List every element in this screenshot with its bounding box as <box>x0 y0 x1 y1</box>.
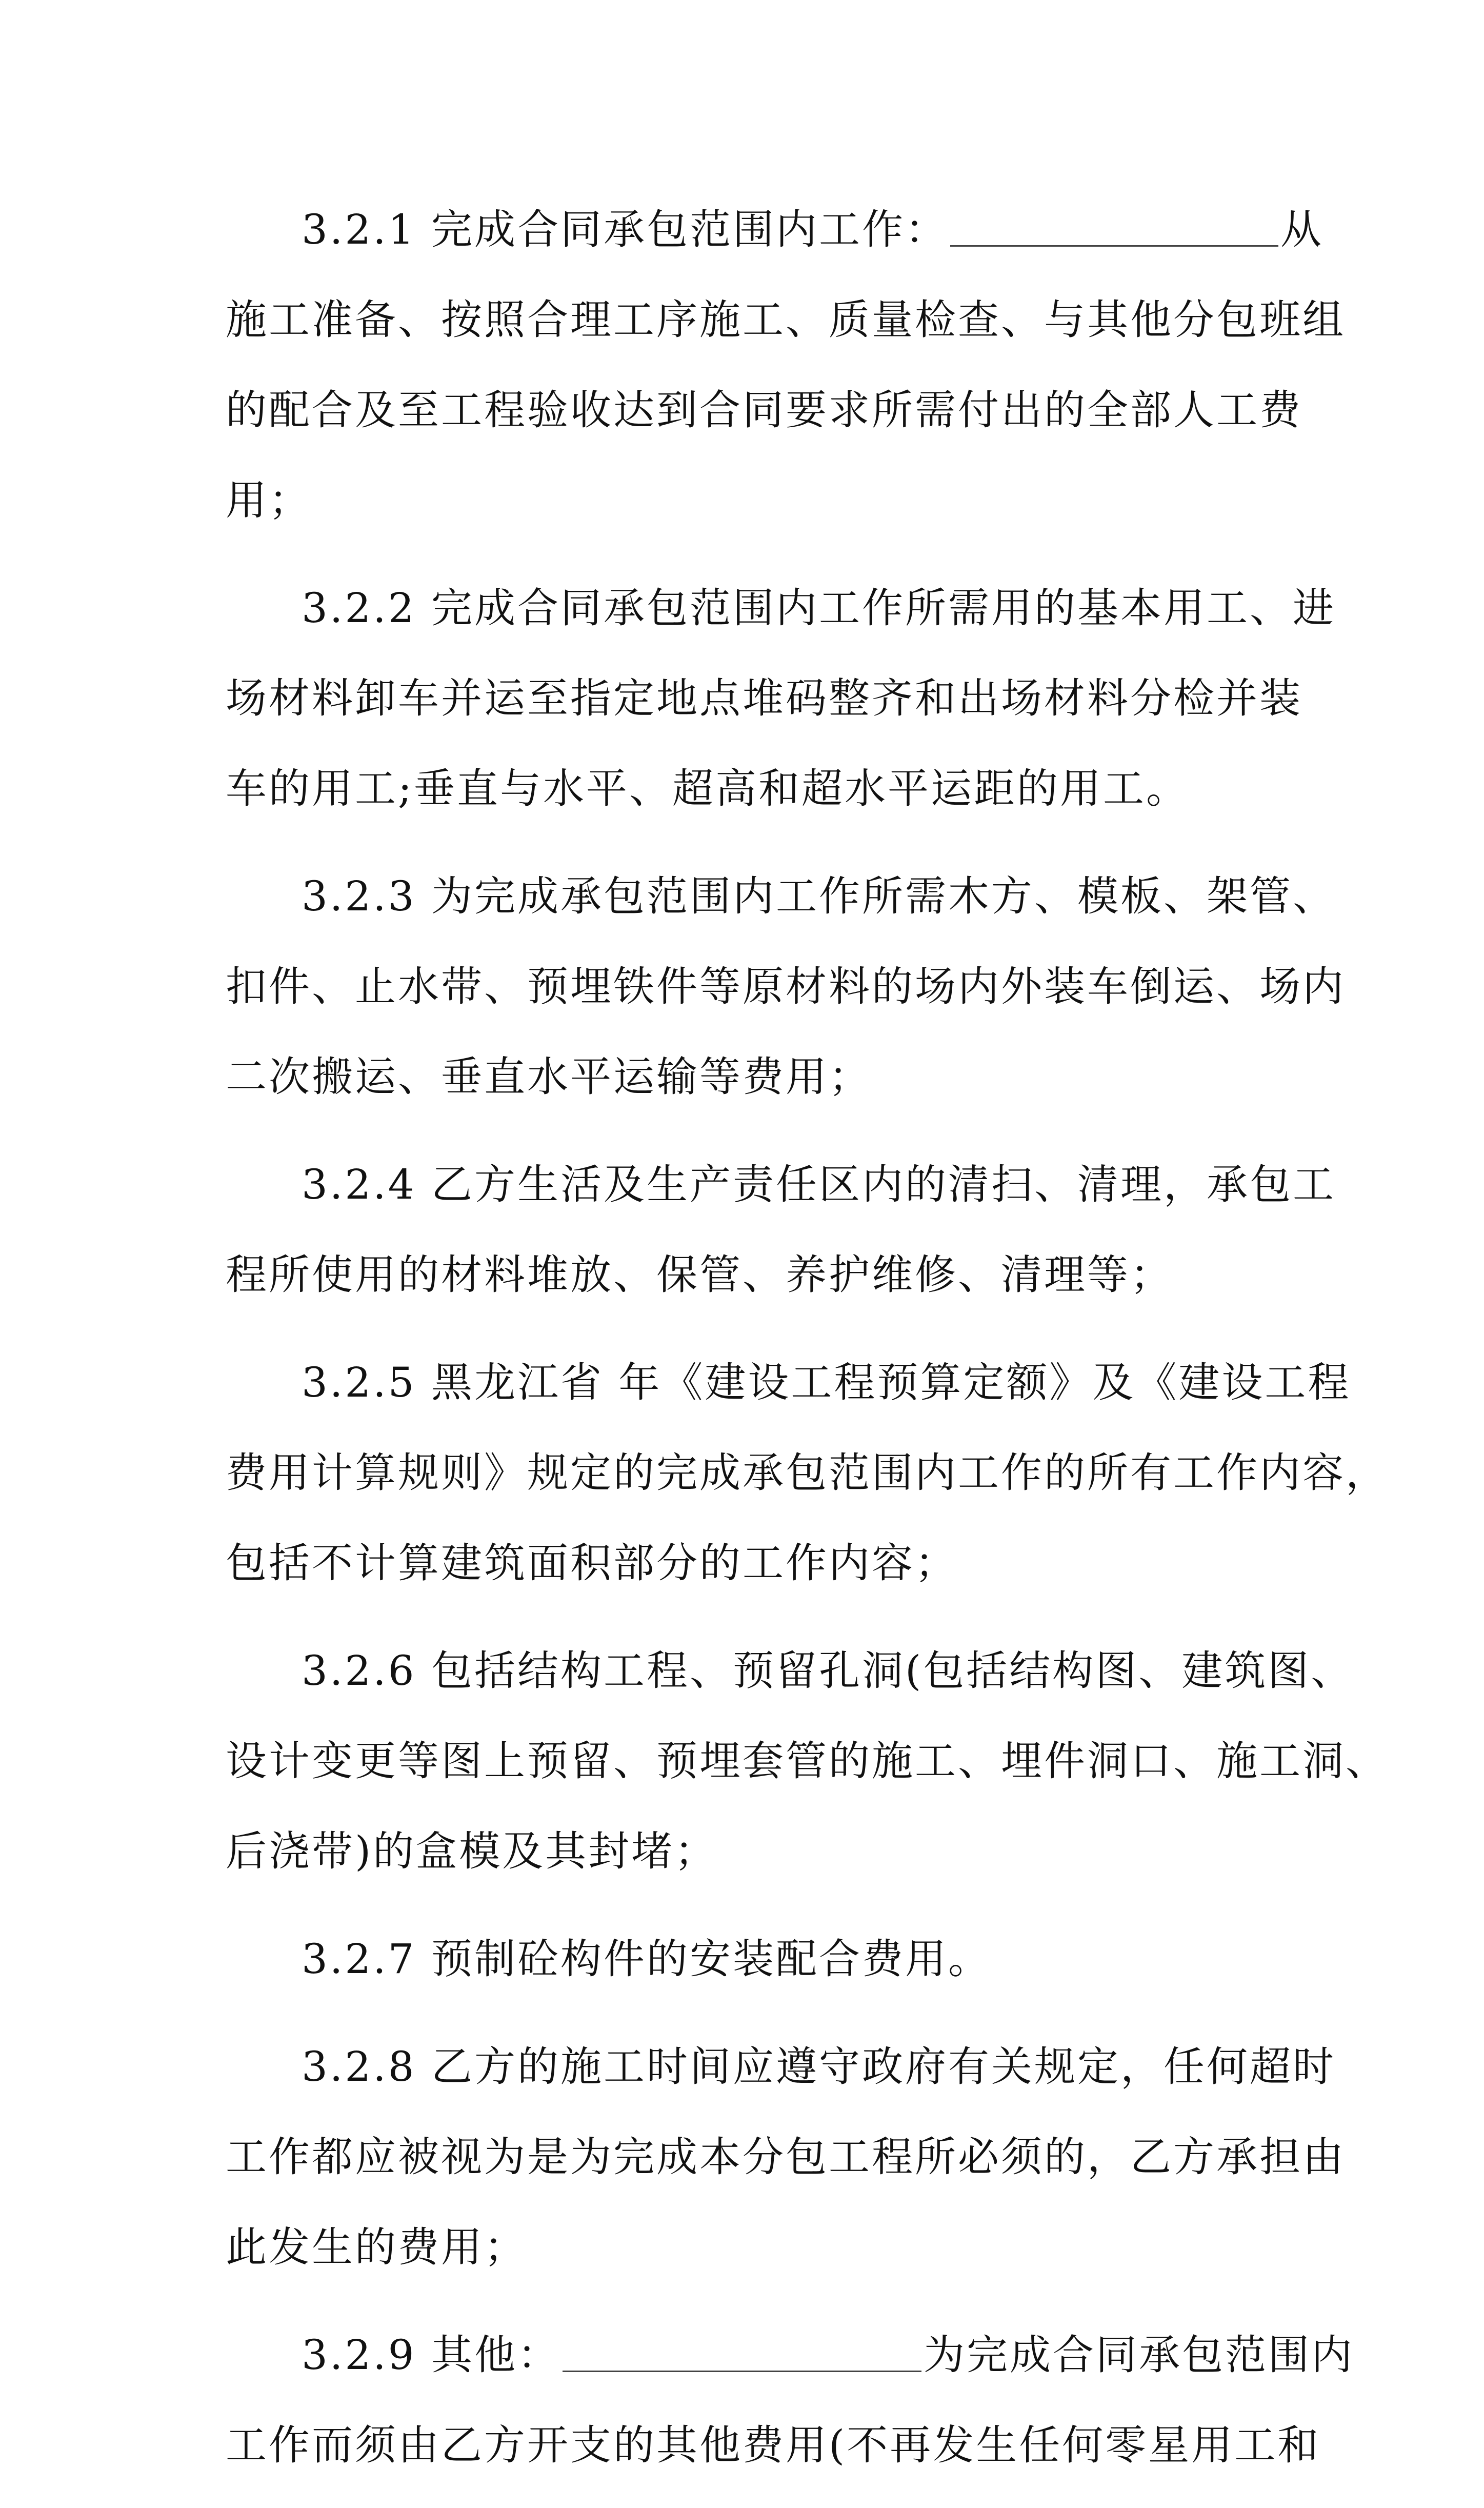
clause-text: 从 <box>1280 206 1323 253</box>
clause-3-2-2 <box>226 563 1336 834</box>
clause-line: 3.2.6 包括结构工程、预留孔洞(包括结构图、建筑图、 <box>302 1647 1354 1695</box>
clause-line: 费用计算规则》规定的完成承包范围内工作的所有工作内容， <box>226 1449 1389 1497</box>
clause-line: 程所使用的材料堆放、保管、养护维修、清理等； <box>226 1251 1173 1299</box>
clause-line: 包括不计算建筑面积部分的工作内容； <box>226 1539 958 1587</box>
clause-line: 设计变更等图上预留、预埋套管的施工、埋件洞口、施工洞、 <box>226 1737 1389 1785</box>
fill-in-blank <box>950 209 1278 247</box>
clause-3-2-4 <box>226 1140 1336 1320</box>
clause-line: 扣件、止水带、预埋铁件等原材料的场内外装车倒运、场内 <box>226 963 1346 1010</box>
clause-text: 3.2.9 其他： <box>302 2331 560 2379</box>
clause-3-2-9 <box>226 2310 1354 2491</box>
fill-in-blank <box>563 2335 921 2372</box>
clause-line: 3.2.3 为完成承包范围内工作所需木方、模板、架管、 <box>302 872 1336 920</box>
clause-3-2-7 <box>226 1914 1272 2004</box>
clause-line: 施工准备、按照合理工序施工、质量检查、与其他分包班组 <box>226 296 1346 344</box>
clause-3-2-1 <box>226 185 1346 546</box>
clause-line: 3.2.7 预制砼构件的安装配合费用。 <box>302 1935 991 1983</box>
clause-line: 用； <box>226 476 312 524</box>
clause-line <box>226 185 1323 275</box>
clause-text: 3.2.1 完成合同承包范围内工作： <box>302 206 948 253</box>
clause-line: 的配合及至工程验收达到合同要求所需付出的全部人工费 <box>226 386 1302 434</box>
clause-line: 3.2.4 乙方生活及生产责任区内的清扫、清理，承包工 <box>302 1161 1336 1208</box>
clause-line: 3.2.2 完成合同承包范围内工作所需用的基本用工、进 <box>302 584 1336 632</box>
clause-line: 3.2.8 乙方的施工时间应遵守政府有关规定，任何超时 <box>302 2043 1336 2091</box>
clause-line: 工作而须由乙方开支的其他费用(不再发生任何零星用工和 <box>226 2421 1321 2469</box>
clause-3-2-6 <box>226 1626 1389 1897</box>
clause-line: 3.2.5 黑龙江省 年《建设工程预算定额》及《建设工程 <box>302 1359 1351 1406</box>
clause-text: 为完成合同承包范围内 <box>923 2331 1354 2379</box>
clause-line <box>226 2310 1354 2400</box>
clause-line: 此发生的费用； <box>226 2223 527 2271</box>
clause-line: 车的用工;垂直与水平、超高和超水平运距的用工。 <box>226 765 1189 812</box>
clause-3-2-3 <box>226 851 1346 1122</box>
clause-line: 二次搬运、垂直水平运输等费用； <box>226 1053 872 1101</box>
clause-line: 工作都应被视为是为完成本分包工程所必须的，乙方承担由 <box>226 2133 1346 2181</box>
document-body <box>226 185 1389 2508</box>
clause-3-2-5 <box>226 1338 1389 1608</box>
clause-line: 场材料卸车并运至指定地点堆码整齐和出场材料分检并装 <box>226 674 1302 722</box>
clause-3-2-8 <box>226 2022 1346 2293</box>
clause-line: 后浇带)的盒模及其封堵； <box>226 1827 718 1875</box>
